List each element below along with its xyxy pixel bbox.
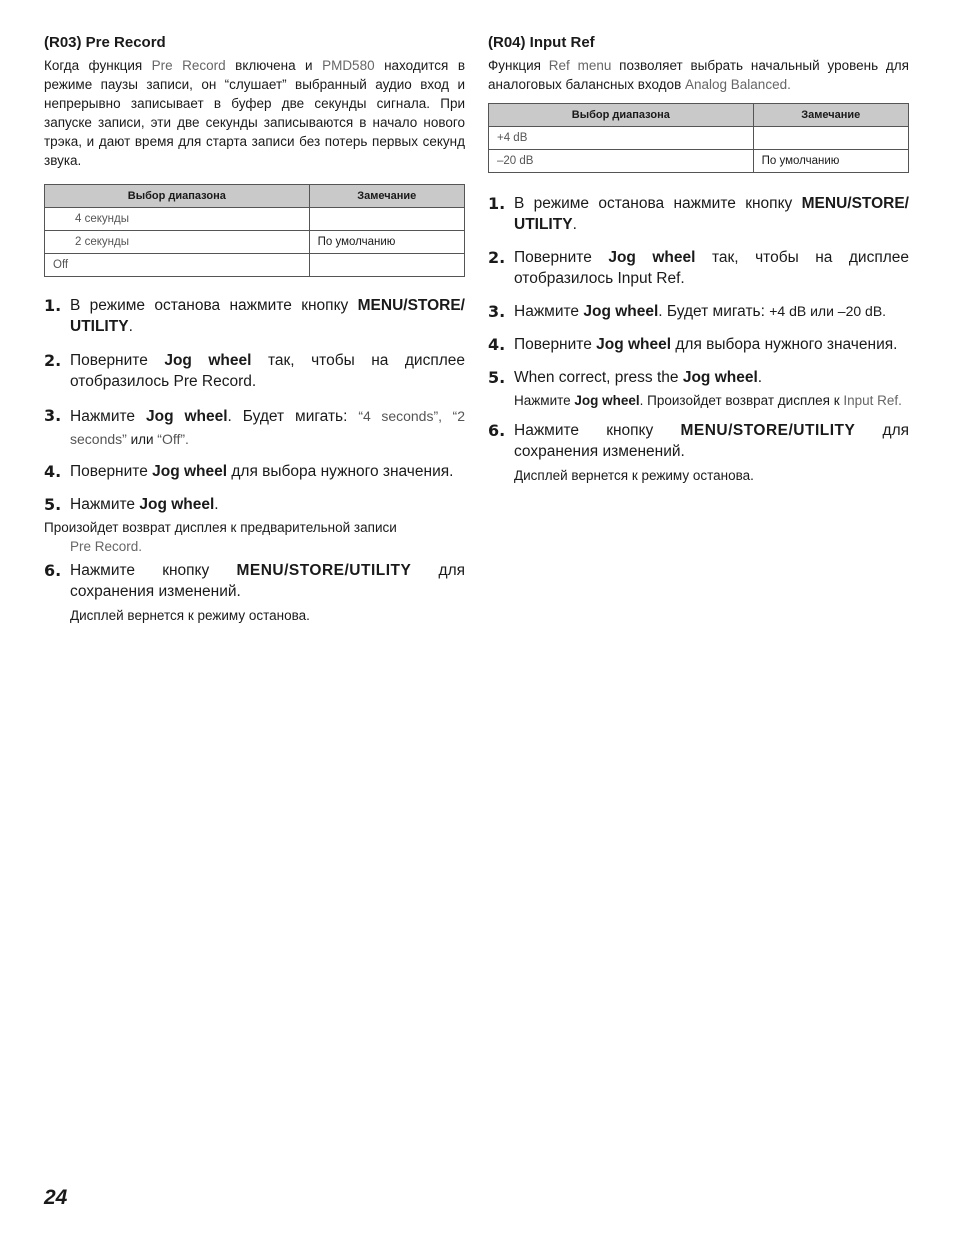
step-text-part: для выбора нужного значения. — [671, 336, 898, 353]
step — [44, 350, 465, 392]
step-text — [70, 560, 465, 602]
note-text: Нажмите — [514, 393, 575, 408]
button-name: MENU/STORE/ UTILITY — [514, 195, 909, 233]
step-text — [514, 193, 909, 235]
table-cell — [309, 254, 464, 277]
step-note — [514, 391, 909, 410]
intro-term: Ref menu — [548, 58, 612, 73]
table-cell: Off — [45, 254, 310, 277]
step-text-part: . Будет мигать: — [227, 408, 359, 425]
step — [488, 420, 909, 462]
step — [488, 367, 909, 388]
step-text-part: . Будет мигать: — [658, 303, 770, 320]
step — [44, 494, 465, 515]
range-table — [44, 184, 465, 277]
step-note: Дисплей вернется к режиму останова. — [70, 608, 310, 623]
step-number: 3. — [44, 406, 62, 425]
table-header-row — [489, 104, 909, 127]
section-intro — [488, 56, 909, 94]
control-name: Jog wheel — [682, 369, 758, 386]
section-r04 — [488, 34, 909, 485]
step-text — [514, 334, 909, 355]
step-number: 4. — [488, 335, 506, 354]
step-number: 3. — [488, 302, 506, 321]
section-r03 — [44, 34, 465, 625]
range-table — [488, 103, 909, 173]
intro-text: находится в режиме паузы записи, он “слушает” выбранный аудио вход и непрерывно записывает в буфер две секунды сигнала. При запуске записи, эти две секунды записываются в начало нового трэка, и дают время для старта записи без потерь первых секунд звука. — [44, 58, 465, 168]
table-row — [45, 231, 465, 254]
control-name: Jog wheel — [152, 463, 228, 480]
section-intro — [44, 56, 465, 170]
page-number: 24 — [44, 1186, 68, 1209]
control-name: Jog wheel — [596, 336, 672, 353]
intro-text: Функция — [488, 58, 549, 73]
step-note — [44, 518, 465, 556]
step-text — [514, 247, 909, 289]
step — [488, 334, 909, 355]
step-text-part: Поверните — [514, 336, 597, 353]
table-header: Выбор диапазона — [45, 185, 310, 208]
step-text-part: Нажмите — [70, 496, 140, 513]
step-number: 6. — [488, 421, 506, 440]
step-text-part: так, чтобы на дисплее отобразилось Pre Record. — [70, 352, 466, 390]
step-text-part: для сохранения изменений. — [514, 422, 910, 460]
step-text-part: Нажмите — [514, 303, 584, 320]
step-text-part: Поверните — [70, 352, 165, 369]
step-text-part: When correct, press the — [514, 369, 683, 386]
steps-list — [488, 193, 909, 485]
table-row — [45, 208, 465, 231]
table-cell: 2 секунды — [45, 231, 310, 254]
note-text: Input Ref. — [843, 393, 902, 408]
step-text — [70, 405, 465, 451]
control-name: Jog wheel — [164, 352, 252, 369]
step-text — [70, 494, 465, 515]
step-text-part: Поверните — [514, 249, 609, 266]
table-cell: 4 секунды — [45, 208, 310, 231]
table-cell — [753, 127, 908, 150]
table-cell: –20 dB — [489, 150, 754, 173]
step-text — [514, 420, 909, 462]
step — [488, 193, 909, 235]
step — [488, 247, 909, 289]
intro-text: Когда функция — [44, 58, 152, 73]
intro-term: Pre Record — [151, 58, 226, 73]
step — [44, 295, 465, 337]
button-name: MENU/STORE/ UTILITY — [70, 297, 465, 335]
table-row — [489, 150, 909, 173]
step-note: Дисплей вернется к режиму останова. — [514, 468, 754, 483]
intro-text: включена и — [225, 58, 323, 73]
button-name: MENU/STORE/UTILITY — [236, 562, 412, 579]
table-row — [45, 254, 465, 277]
control-name: Jog wheel — [583, 303, 659, 320]
step-number: 1. — [44, 296, 62, 315]
steps-list — [44, 295, 465, 625]
step-text-part: . — [757, 369, 763, 386]
table-header: Замечание — [753, 104, 908, 127]
step-text-part: Нажмите — [70, 408, 146, 425]
button-name: MENU/STORE/UTILITY — [680, 422, 856, 439]
step-number: 6. — [44, 561, 62, 580]
step-text-part: или — [126, 432, 158, 447]
step-number: 2. — [44, 351, 62, 370]
step — [44, 461, 465, 482]
step-text-part: для сохранения изменений. — [70, 562, 466, 600]
step-text-part: Нажмите кнопку — [70, 562, 237, 579]
step-text-part: Поверните — [70, 463, 153, 480]
table-header: Выбор диапазона — [489, 104, 754, 127]
section-title: (R03) Pre Record — [44, 34, 166, 51]
step-text — [70, 461, 465, 482]
control-name: Jog wheel — [574, 393, 640, 408]
step-text-part: . — [572, 216, 577, 233]
step-text-part: . — [214, 496, 219, 513]
table-cell: По умолчанию — [309, 231, 464, 254]
table-cell: По умолчанию — [753, 150, 908, 173]
display-value: “4 seconds”, “2 seconds” — [70, 408, 465, 447]
step-number: 2. — [488, 248, 506, 267]
step-text-part: . — [128, 318, 133, 335]
section-title: (R04) Input Ref — [488, 34, 595, 51]
step-text — [70, 295, 465, 337]
step-text-part: для выбора нужного значения. — [227, 463, 454, 480]
step-text — [514, 301, 909, 322]
control-name: Jog wheel — [608, 249, 696, 266]
step-number: 5. — [44, 495, 62, 514]
intro-text: позволяет выбрать начальный уровень для аналоговых балансных входов — [488, 58, 909, 92]
control-name: Jog wheel — [145, 408, 228, 425]
step-text-part: Нажмите кнопку — [514, 422, 681, 439]
step-number: 4. — [44, 462, 62, 481]
note-text: . Произойдет возврат дисплея к — [639, 393, 844, 408]
step-number: 1. — [488, 194, 506, 213]
note-text: Pre Record. — [70, 539, 143, 554]
note-text: Произойдет возврат дисплея к предварительной записи — [44, 520, 397, 535]
table-cell: +4 dB — [489, 127, 754, 150]
step-text — [514, 367, 909, 388]
display-value: +4 dB или –20 dB. — [769, 303, 887, 319]
step-text-part: В режиме останова нажмите кнопку — [514, 195, 802, 212]
table-header-row — [45, 185, 465, 208]
intro-term: Analog Balanced. — [685, 77, 791, 92]
control-name: Jog wheel — [139, 496, 215, 513]
step — [44, 560, 465, 602]
table-cell — [309, 208, 464, 231]
step-number: 5. — [488, 368, 506, 387]
table-header: Замечание — [309, 185, 464, 208]
step-text — [70, 350, 465, 392]
table-row — [489, 127, 909, 150]
intro-term: PMD580 — [322, 58, 375, 73]
step-text-part: В режиме останова нажмите кнопку — [70, 297, 358, 314]
step — [44, 405, 465, 451]
step-text-part: так, чтобы на дисплее отобразилось Input Ref. — [514, 249, 910, 287]
display-value: “Off”. — [157, 431, 189, 447]
step — [488, 301, 909, 322]
